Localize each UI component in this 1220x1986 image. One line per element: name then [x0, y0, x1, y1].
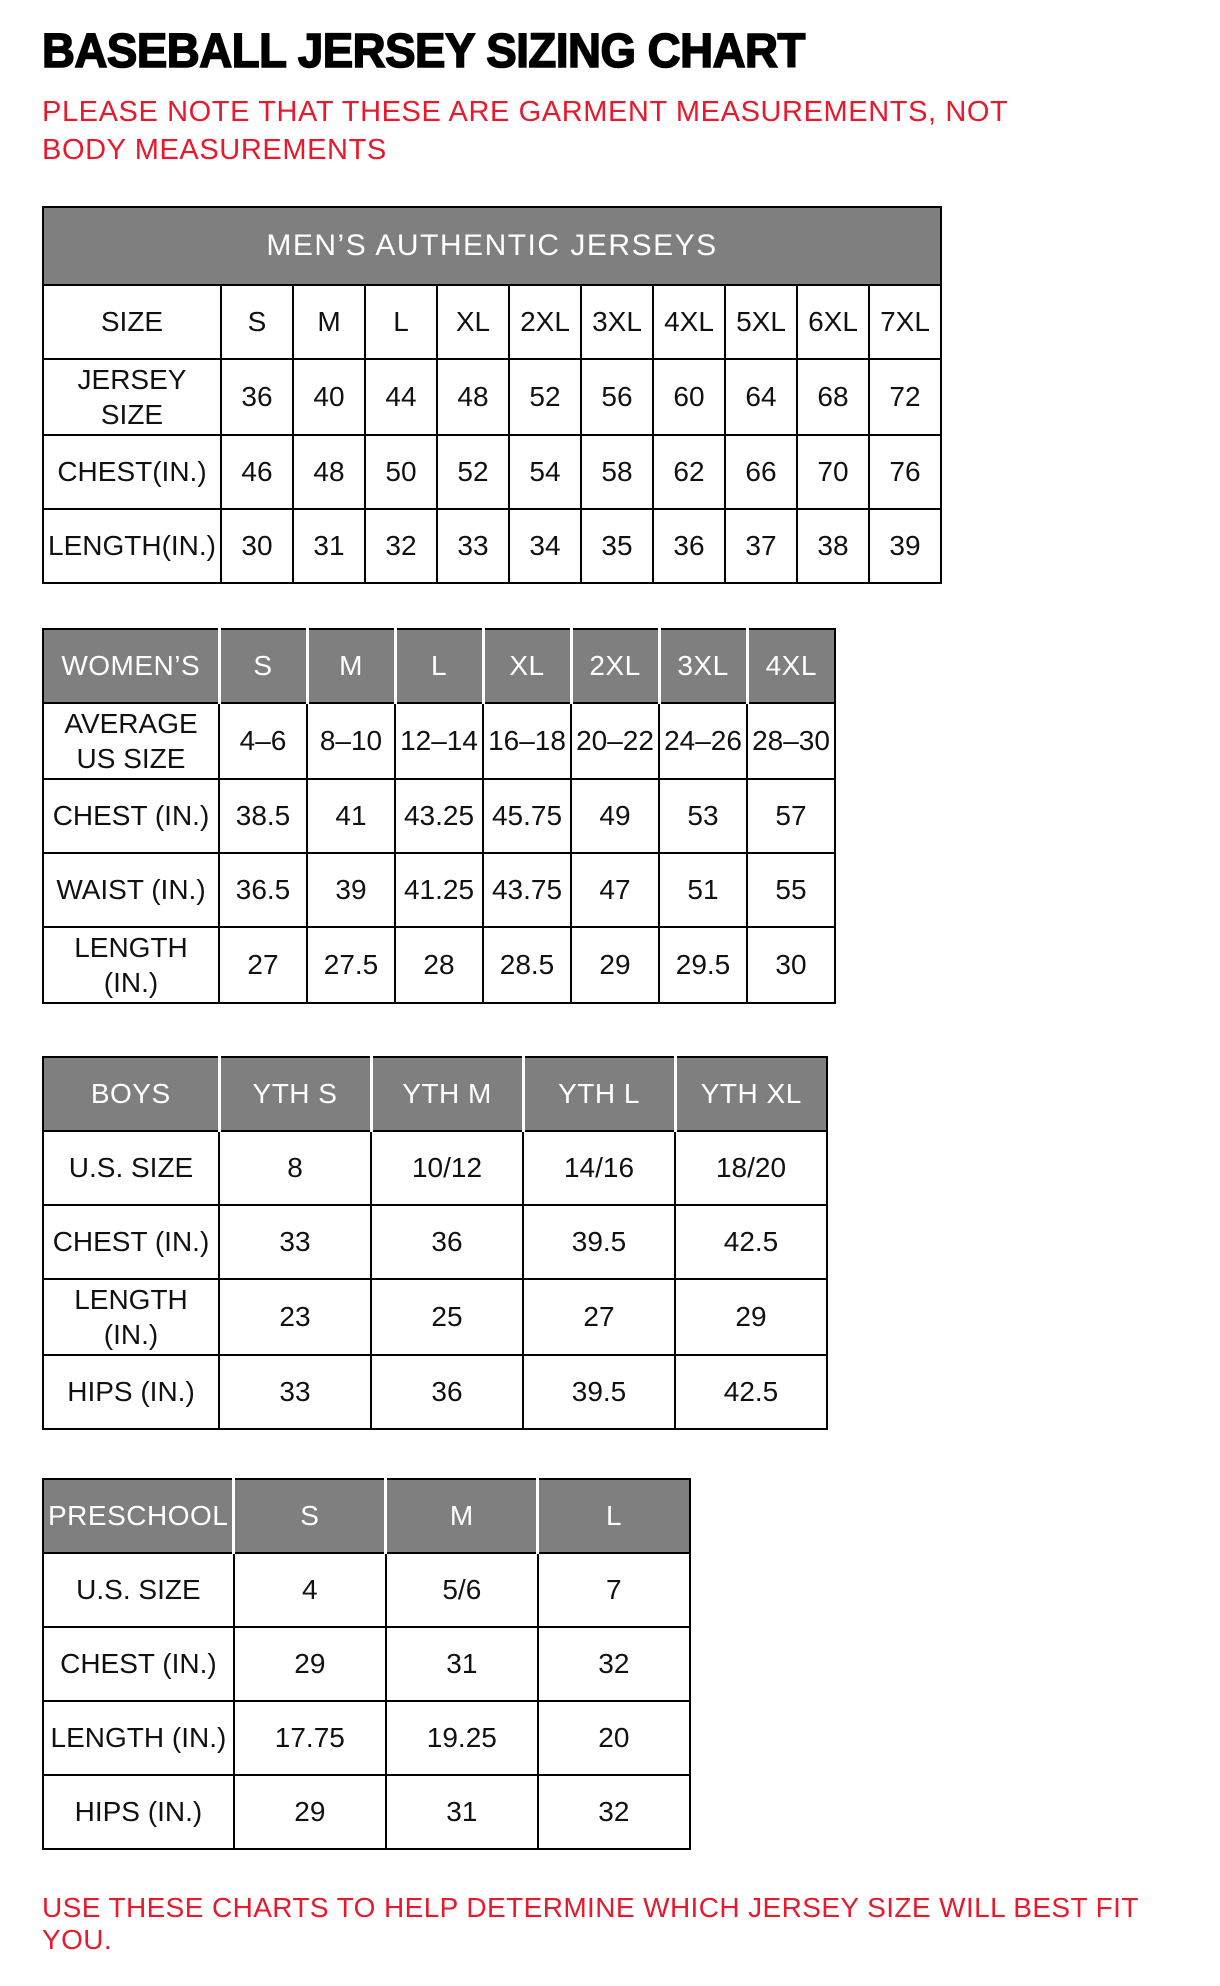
preschool-table-row: [43, 1701, 690, 1775]
mens-value-cell: 32: [365, 509, 437, 583]
mens-size-table: [42, 206, 942, 584]
womens-value-cell: 43.75: [483, 853, 571, 927]
mens-table-row: [43, 435, 941, 509]
mens-table-row: [43, 285, 941, 359]
womens-value-cell: 12–14: [395, 703, 483, 779]
preschool-value-cell: 4: [234, 1553, 386, 1627]
boys-value-cell: 33: [219, 1205, 371, 1279]
preschool-table-title: PRESCHOOL: [43, 1479, 234, 1553]
boys-value-cell: 39.5: [523, 1205, 675, 1279]
womens-value-cell: 51: [659, 853, 747, 927]
page-title: BASEBALL JERSEY SIZING CHART: [42, 25, 805, 78]
preschool-table-row: [43, 1553, 690, 1627]
preschool-value-cell: 29: [234, 1775, 386, 1849]
womens-value-cell: 38.5: [219, 779, 307, 853]
womens-value-cell: 29: [571, 927, 659, 1003]
womens-value-cell: 57: [747, 779, 835, 853]
boys-jerseys-table: [42, 1056, 1178, 1430]
preschool-row-label: HIPS (IN.): [43, 1775, 234, 1849]
garment-measurements-note: PLEASE NOTE THAT THESE ARE GARMENT MEASUREMENTS, NOT BODY MEASUREMENTS: [42, 96, 1008, 167]
boys-value-cell: 23: [219, 1279, 371, 1355]
womens-value-cell: 39: [307, 853, 395, 927]
womens-value-cell: 47: [571, 853, 659, 927]
preschool-header-row: [43, 1479, 690, 1553]
mens-value-cell: 46: [221, 435, 293, 509]
mens-value-cell: 6XL: [797, 285, 869, 359]
boys-value-cell: 36: [371, 1205, 523, 1279]
preschool-size-column-header: M: [386, 1479, 538, 1553]
boys-row-label: HIPS (IN.): [43, 1355, 219, 1429]
mens-table-row: [43, 359, 941, 435]
mens-value-cell: 36: [653, 509, 725, 583]
boys-row-label: U.S. SIZE: [43, 1131, 219, 1205]
mens-value-cell: 39: [869, 509, 941, 583]
preschool-row-label: LENGTH (IN.): [43, 1701, 234, 1775]
mens-table-row: [43, 509, 941, 583]
preschool-table-row: [43, 1627, 690, 1701]
mens-value-cell: 44: [365, 359, 437, 435]
womens-row-label: WAIST (IN.): [43, 853, 219, 927]
boys-size-column-header: YTH XL: [675, 1057, 827, 1131]
womens-size-column-header: L: [395, 629, 483, 703]
preschool-size-column-header: S: [234, 1479, 386, 1553]
womens-table-row: [43, 927, 835, 1003]
boys-table-row: [43, 1131, 827, 1205]
preschool-value-cell: 31: [386, 1775, 538, 1849]
boys-size-column-header: YTH L: [523, 1057, 675, 1131]
womens-value-cell: 43.25: [395, 779, 483, 853]
preschool-row-label: U.S. SIZE: [43, 1553, 234, 1627]
boys-value-cell: 8: [219, 1131, 371, 1205]
mens-value-cell: 7XL: [869, 285, 941, 359]
womens-value-cell: 24–26: [659, 703, 747, 779]
womens-value-cell: 36.5: [219, 853, 307, 927]
womens-table-row: [43, 703, 835, 779]
womens-table-row: [43, 853, 835, 927]
womens-row-label: AVERAGE US SIZE: [43, 703, 219, 779]
womens-table-row: [43, 779, 835, 853]
boys-value-cell: 14/16: [523, 1131, 675, 1205]
mens-value-cell: S: [221, 285, 293, 359]
mens-value-cell: 3XL: [581, 285, 653, 359]
boys-table-title: BOYS: [43, 1057, 219, 1131]
mens-value-cell: 31: [293, 509, 365, 583]
womens-size-column-header: 2XL: [571, 629, 659, 703]
preschool-value-cell: 19.25: [386, 1701, 538, 1775]
womens-value-cell: 41: [307, 779, 395, 853]
mens-value-cell: 37: [725, 509, 797, 583]
mens-value-cell: 58: [581, 435, 653, 509]
womens-value-cell: 27.5: [307, 927, 395, 1003]
womens-table-title: WOMEN’S: [43, 629, 219, 703]
mens-value-cell: 70: [797, 435, 869, 509]
boys-header-row: [43, 1057, 827, 1131]
womens-size-column-header: 4XL: [747, 629, 835, 703]
mens-value-cell: 64: [725, 359, 797, 435]
mens-value-cell: XL: [437, 285, 509, 359]
womens-size-column-header: M: [307, 629, 395, 703]
mens-table-title: MEN’S AUTHENTIC JERSEYS: [43, 207, 941, 285]
mens-row-label: LENGTH(IN.): [43, 509, 221, 583]
boys-size-column-header: YTH M: [371, 1057, 523, 1131]
mens-value-cell: 48: [293, 435, 365, 509]
preschool-value-cell: 5/6: [386, 1553, 538, 1627]
preschool-value-cell: 32: [538, 1775, 690, 1849]
womens-value-cell: 55: [747, 853, 835, 927]
boys-value-cell: 42.5: [675, 1205, 827, 1279]
mens-row-label: CHEST(IN.): [43, 435, 221, 509]
mens-value-cell: 68: [797, 359, 869, 435]
mens-value-cell: 52: [509, 359, 581, 435]
boys-value-cell: 42.5: [675, 1355, 827, 1429]
boys-value-cell: 27: [523, 1279, 675, 1355]
boys-value-cell: 33: [219, 1355, 371, 1429]
mens-value-cell: 76: [869, 435, 941, 509]
boys-table-row: [43, 1355, 827, 1429]
mens-value-cell: M: [293, 285, 365, 359]
mens-value-cell: 62: [653, 435, 725, 509]
womens-size-table: [42, 628, 836, 1004]
boys-value-cell: 29: [675, 1279, 827, 1355]
mens-value-cell: 52: [437, 435, 509, 509]
womens-value-cell: 45.75: [483, 779, 571, 853]
preschool-value-cell: 31: [386, 1627, 538, 1701]
mens-value-cell: L: [365, 285, 437, 359]
boys-row-label: LENGTH (IN.): [43, 1279, 219, 1355]
womens-value-cell: 20–22: [571, 703, 659, 779]
mens-value-cell: 60: [653, 359, 725, 435]
boys-table-row: [43, 1279, 827, 1355]
womens-value-cell: 49: [571, 779, 659, 853]
boys-size-column-header: YTH S: [219, 1057, 371, 1131]
mens-row-label: SIZE: [43, 285, 221, 359]
womens-row-label: LENGTH (IN.): [43, 927, 219, 1003]
fit-recommendation-note: USE THESE CHARTS TO HELP DETERMINE WHICH JERSEY SIZE WILL BEST FIT YOU.: [42, 1891, 1139, 1955]
mens-banner-row: [43, 207, 941, 285]
preschool-table-row: [43, 1775, 690, 1849]
preschool-value-cell: 29: [234, 1627, 386, 1701]
mens-value-cell: 34: [509, 509, 581, 583]
mens-value-cell: 36: [221, 359, 293, 435]
womens-value-cell: 4–6: [219, 703, 307, 779]
womens-value-cell: 28–30: [747, 703, 835, 779]
womens-jerseys-table: [42, 628, 1178, 1004]
boys-value-cell: 18/20: [675, 1131, 827, 1205]
boys-value-cell: 10/12: [371, 1131, 523, 1205]
boys-size-table: [42, 1056, 828, 1430]
womens-value-cell: 29.5: [659, 927, 747, 1003]
mens-value-cell: 48: [437, 359, 509, 435]
mens-value-cell: 66: [725, 435, 797, 509]
womens-value-cell: 16–18: [483, 703, 571, 779]
mens-value-cell: 72: [869, 359, 941, 435]
preschool-value-cell: 17.75: [234, 1701, 386, 1775]
preschool-value-cell: 20: [538, 1701, 690, 1775]
womens-value-cell: 53: [659, 779, 747, 853]
preschool-value-cell: 32: [538, 1627, 690, 1701]
boys-value-cell: 25: [371, 1279, 523, 1355]
preschool-jerseys-table: [42, 1478, 1178, 1850]
womens-size-column-header: 3XL: [659, 629, 747, 703]
preschool-size-table: [42, 1478, 691, 1850]
boys-row-label: CHEST (IN.): [43, 1205, 219, 1279]
womens-value-cell: 27: [219, 927, 307, 1003]
womens-header-row: [43, 629, 835, 703]
mens-value-cell: 35: [581, 509, 653, 583]
preschool-size-column-header: L: [538, 1479, 690, 1553]
boys-value-cell: 39.5: [523, 1355, 675, 1429]
preschool-row-label: CHEST (IN.): [43, 1627, 234, 1701]
womens-value-cell: 41.25: [395, 853, 483, 927]
mens-value-cell: 5XL: [725, 285, 797, 359]
womens-size-column-header: XL: [483, 629, 571, 703]
mens-value-cell: 4XL: [653, 285, 725, 359]
preschool-value-cell: 7: [538, 1553, 690, 1627]
boys-table-row: [43, 1205, 827, 1279]
womens-value-cell: 8–10: [307, 703, 395, 779]
mens-value-cell: 40: [293, 359, 365, 435]
mens-value-cell: 2XL: [509, 285, 581, 359]
mens-value-cell: 50: [365, 435, 437, 509]
mens-value-cell: 56: [581, 359, 653, 435]
mens-value-cell: 30: [221, 509, 293, 583]
womens-size-column-header: S: [219, 629, 307, 703]
mens-value-cell: 33: [437, 509, 509, 583]
boys-value-cell: 36: [371, 1355, 523, 1429]
womens-value-cell: 28.5: [483, 927, 571, 1003]
womens-value-cell: 30: [747, 927, 835, 1003]
womens-value-cell: 28: [395, 927, 483, 1003]
womens-row-label: CHEST (IN.): [43, 779, 219, 853]
mens-value-cell: 38: [797, 509, 869, 583]
mens-authentic-jerseys-table: [42, 206, 1178, 584]
mens-value-cell: 54: [509, 435, 581, 509]
mens-row-label: JERSEY SIZE: [43, 359, 221, 435]
